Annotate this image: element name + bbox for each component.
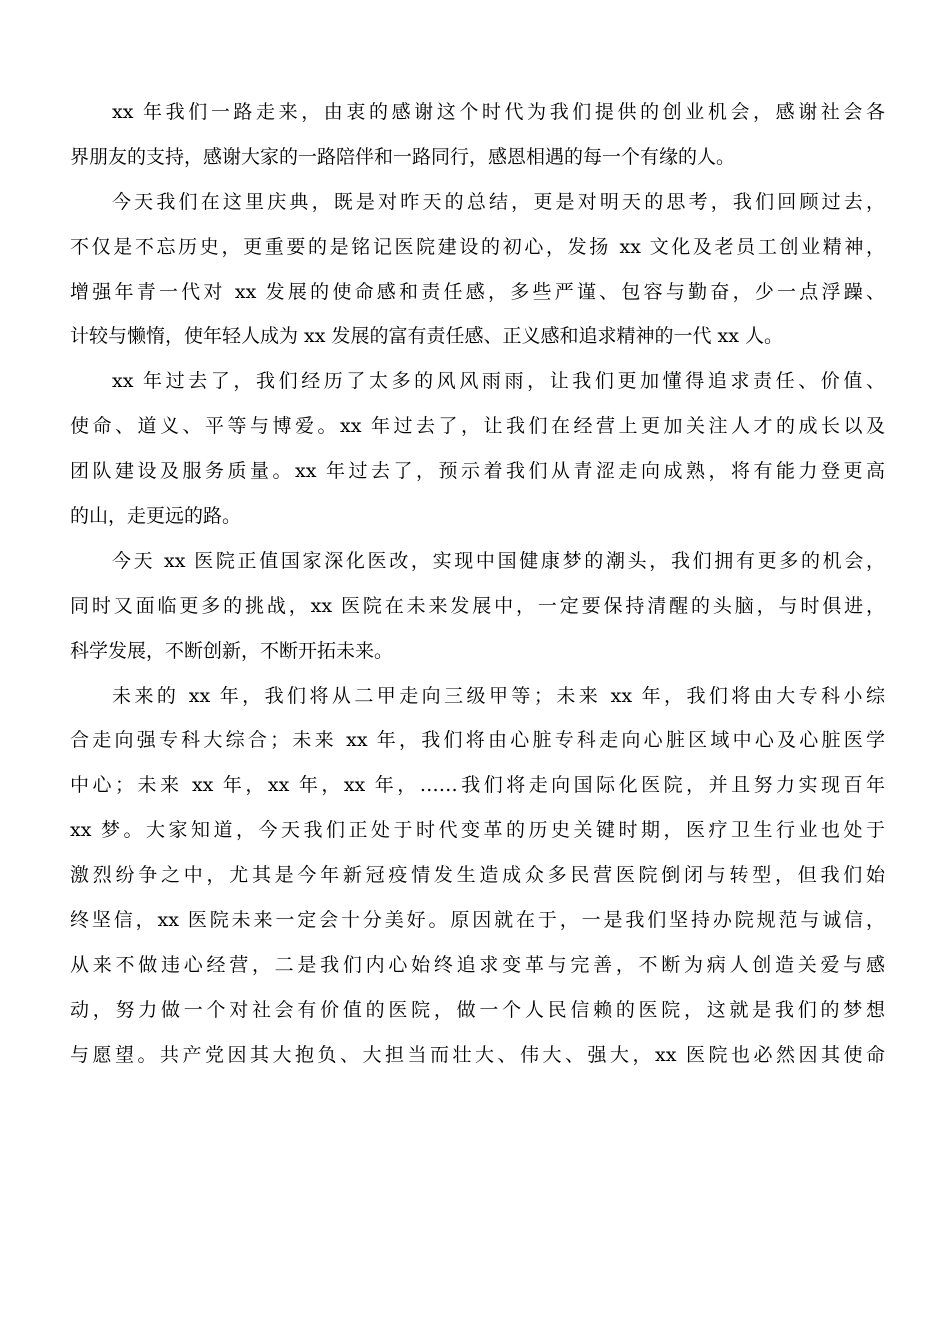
text-line: xx 年我们一路走来，由衷的感谢这个时代为我们提供的创业机会，感谢社会各 [112, 101, 885, 123]
text-line: 今天 xx 医院正值国家深化医改，实现中国健康梦的潮头，我们拥有更多的机会， [112, 549, 885, 572]
text-line: 从来不做违心经营，二是我们内心始终追求变革与完善，不断为病人创造关爱与感 [70, 953, 885, 976]
document-body [70, 90, 885, 1078]
text-line: 的山，走更远的路。 [70, 505, 242, 528]
text-line: xx 梦。大家知道，今天我们正处于时代变革的历史关键时期，医疗卫生行业也处于 [70, 819, 885, 842]
text-line: 计较与懒惰，使年轻人成为 xx 发展的富有责任感、正义感和追求精神的一代 xx 人。 [70, 325, 784, 348]
text-line: 科学发展，不断创新，不断开拓未来。 [70, 639, 394, 662]
text-line: 增强年青一代对 xx 发展的使命感和责任感，多些严谨、包容与勤奋，少一点浮躁、 [70, 280, 885, 303]
text-line: 与愿望。共产党因其大抱负、大担当而壮大、伟大、强大，xx 医院也必然因其使命 [70, 1043, 885, 1066]
text-line: 终坚信，xx 医院未来一定会十分美好。原因就在于，一是我们坚持办院规范与诚信， [70, 909, 885, 932]
text-line: 动，努力做一个对社会有价值的医院，做一个人民信赖的医院，这就是我们的梦想 [70, 998, 885, 1021]
text-line: xx 年过去了，我们经历了太多的风风雨雨，让我们更加懂得追求责任、价值、 [112, 370, 885, 393]
text-line: 未来的 xx 年，我们将从二甲走向三级甲等；未来 xx 年，我们将由大专科小综 [112, 684, 885, 707]
text-line: 使命、道义、平等与博爱。xx 年过去了，让我们在经营上更加关注人才的成长以及 [70, 415, 885, 438]
text-line: 界朋友的支持，感谢大家的一路陪伴和一路同行，感恩相遇的每一个有缘的人。 [70, 145, 736, 168]
text-line: 不仅是不忘历史，更重要的是铭记医院建设的初心，发扬 xx 文化及老员工创业精神， [70, 235, 885, 258]
text-line: 今天我们在这里庆典，既是对昨天的总结，更是对明天的思考，我们回顾过去， [112, 190, 885, 213]
text-line: 合走向强专科大综合；未来 xx 年，我们将由心脏专科走向心脏区域中心及心脏医学 [70, 729, 885, 752]
text-line: 团队建设及服务质量。xx 年过去了，预示着我们从青涩走向成熟，将有能力登更高 [70, 460, 885, 483]
text-line: 中心；未来 xx 年，xx 年，xx 年，……我们将走向国际化医院，并且努力实现百年 [70, 774, 885, 797]
text-line: 同时又面临更多的挑战，xx 医院在未来发展中，一定要保持清醒的头脑，与时俱进， [70, 594, 885, 617]
text-line: 激烈纷争之中，尤其是今年新冠疫情发生造成众多民营医院倒闭与转型，但我们始 [70, 864, 885, 887]
